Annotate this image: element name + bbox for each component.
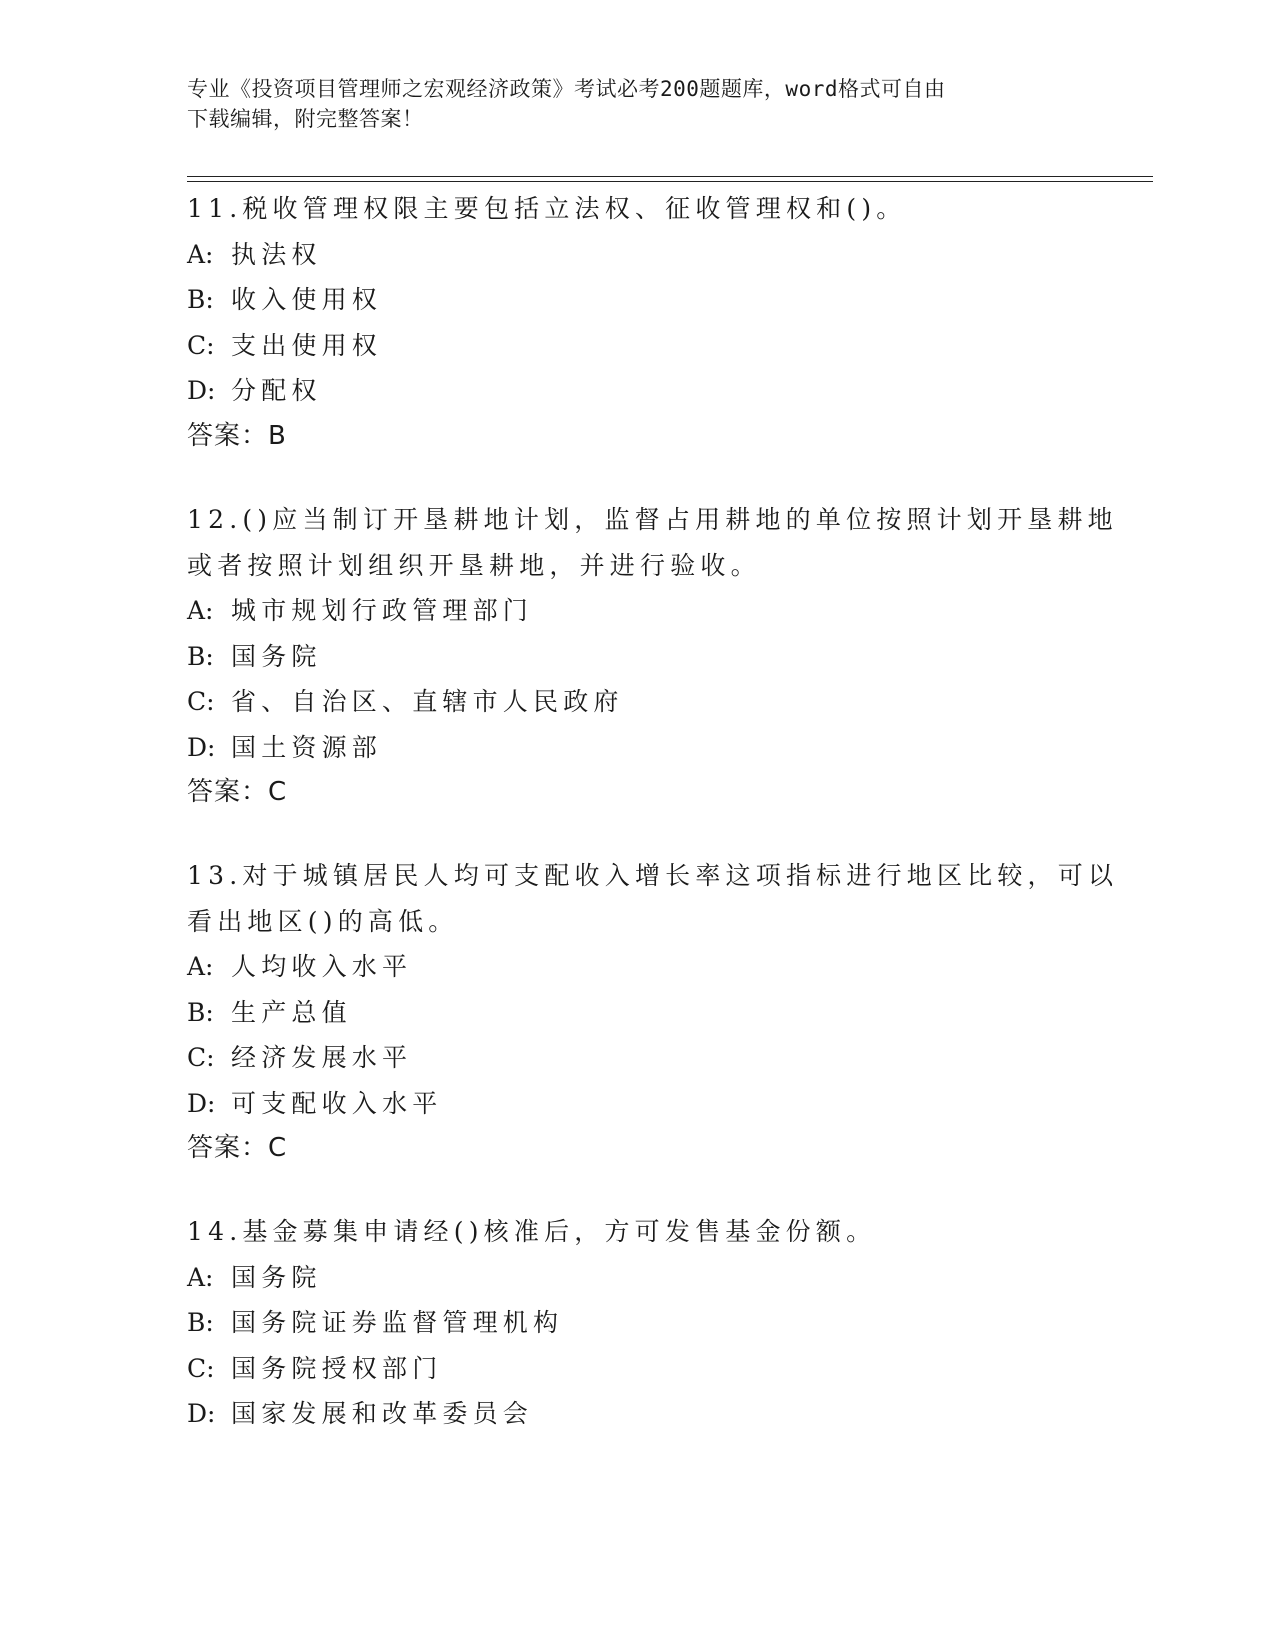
option-key: B: [187,1308,214,1337]
option-key: B: [187,997,214,1027]
option-a [187,588,1087,634]
document-header [187,74,1067,134]
option-key: D: [187,376,216,405]
question-stem-line-1: 13.对于城镇居民人均可支配收入增长率这项指标进行地区比较，可以 [187,861,1119,890]
question-stem: 11.税收管理权限主要包括立法权、征收管理权和()。 [187,194,907,223]
header-line-1: 专业《投资项目管理师之宏观经济政策》考试必考200题题库，word格式可自由 [187,77,946,101]
answer-line: 答案：C [187,777,288,807]
option-key: A: [187,1262,214,1292]
option-key: D: [187,1399,216,1428]
header-line-2: 下载编辑，附完整答案！ [187,107,424,131]
option-text: 分配权 [231,376,322,405]
option-text: 经济发展水平 [231,1043,413,1072]
option-text: 执法权 [231,239,322,269]
header-divider-top [187,176,1153,177]
option-text: 收入使用权 [231,285,383,314]
question-stem: 14.基金募集申请经()核准后，方可发售基金份额。 [187,1217,877,1246]
option-text: 国务院授权部门 [231,1353,443,1383]
option-key: B: [187,285,214,314]
option-d [187,725,1087,771]
option-text: 人均收入水平 [231,952,413,981]
option-b [187,990,1087,1036]
question-12 [187,497,1118,816]
option-text: 国土资源部 [231,732,383,762]
option-a [187,944,1087,990]
option-a [187,1255,1087,1301]
option-key: C: [187,1353,215,1383]
option-key: D: [187,732,216,762]
question-11 [187,186,1087,459]
option-d [187,1391,1087,1437]
option-c [187,1035,1087,1081]
option-text: 国家发展和改革委员会 [231,1399,534,1428]
option-text: 支出使用权 [231,330,383,360]
option-key: A: [187,952,214,981]
header-divider-bottom [187,181,1153,182]
option-key: D: [187,1088,216,1118]
option-text: 国务院证券监督管理机构 [231,1308,564,1337]
option-key: A: [187,596,214,625]
option-a [187,232,1087,278]
option-key: C: [187,330,215,360]
option-c [187,323,1087,369]
answer-line: 答案：B [187,420,287,451]
option-c [187,1346,1087,1392]
option-b [187,277,1087,323]
option-text: 生产总值 [231,997,352,1027]
option-b [187,634,1087,680]
question-13 [187,853,1119,1172]
option-text: 可支配收入水平 [231,1088,443,1118]
question-14 [187,1209,1087,1437]
option-text: 城市规划行政管理部门 [231,596,534,625]
option-text: 省、自治区、直辖市人民政府 [231,687,624,716]
question-stem-line-1: 12.()应当制订开垦耕地计划，监督占用耕地的单位按照计划开垦耕地 [187,505,1118,534]
option-text: 国务院 [231,1262,322,1292]
question-stem-line-2: 或者按照计划组织开垦耕地，并进行验收。 [187,550,761,580]
question-stem-line-2: 看出地区()的高低。 [187,906,459,936]
option-c [187,679,1087,725]
option-key: C: [187,1043,215,1072]
option-key: B: [187,641,214,671]
answer-line: 答案：C [187,1133,288,1163]
option-b [187,1300,1087,1346]
option-key: C: [187,687,215,716]
option-d [187,1081,1087,1127]
option-key: A: [187,239,214,269]
option-d [187,368,1087,414]
option-text: 国务院 [231,641,322,671]
